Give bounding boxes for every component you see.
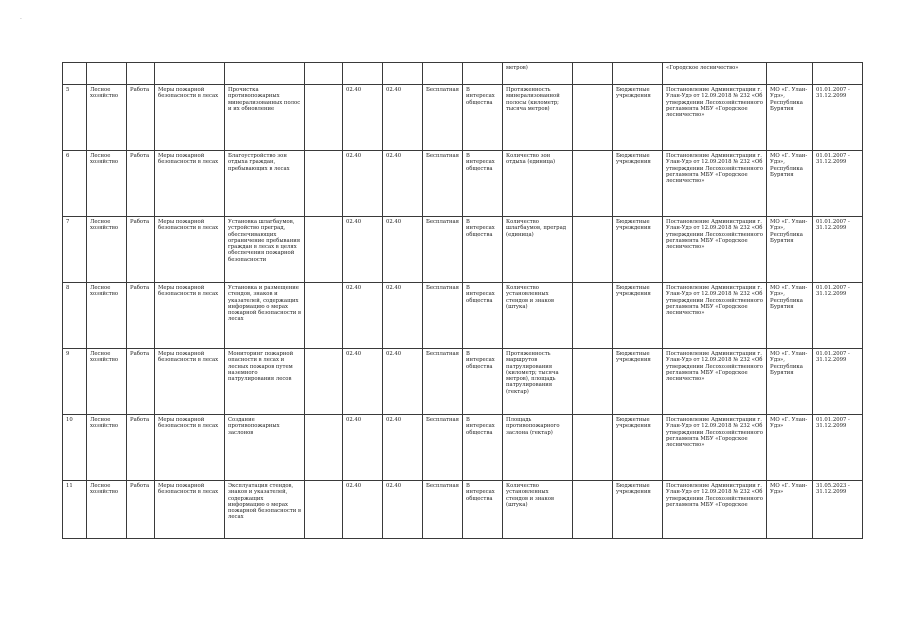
cell-basis: Постановление Администрации г. Улан-Удэ от 12.09.2018 № 232 «Об утверждении Лесохозяйственного регламента МБУ «Городское лесничество» [663, 349, 767, 415]
cell-institution: Бюджетные учреждения [613, 415, 663, 481]
cell-col12 [573, 349, 613, 415]
cell-period: 01.01.2007 - 31.12.2099 [813, 283, 863, 349]
cell-empty [767, 63, 813, 85]
cell-content: Установка шлагбаумов, устройство преград, обеспечивающих ограничение пребывания граждан в лесах в целях обеспечения пожарной безопасности [225, 217, 305, 283]
cell-code2: 02.40 [383, 217, 423, 283]
cell-sector: Лесное хозяйство [87, 349, 127, 415]
table-row [63, 415, 863, 481]
cell-num: 8 [63, 283, 87, 349]
cell-institution: Бюджетные учреждения [613, 217, 663, 283]
cell-indicator: Протяженность маршрутов патрулирования (километр; тысяча метров), площадь патрулирования (гектар) [503, 349, 573, 415]
cell-sector: Лесное хозяйство [87, 481, 127, 539]
cell-period: 31.05.2023 - 31.12.2099 [813, 481, 863, 539]
cell-pay: Бесплатная [423, 283, 463, 349]
cell-pay: Бесплатная [423, 349, 463, 415]
table-row [63, 481, 863, 539]
cell-col6 [305, 415, 343, 481]
cell-empty [813, 63, 863, 85]
cell-indicator: Количество установленных стендов и знаков (штука) [503, 481, 573, 539]
cell-code1: 02.40 [343, 283, 383, 349]
cell-num: 11 [63, 481, 87, 539]
cell-empty [463, 63, 503, 85]
cell-content: Эксплуатация стендов, знаков и указателей, содержащих информацию о мерах пожарной безопасности в лесах [225, 481, 305, 539]
cell-col6 [305, 85, 343, 151]
cell-code1: 02.40 [343, 85, 383, 151]
table-row [63, 151, 863, 217]
cell-content: Прочистка противопожарных минерализованных полос и их обновление [225, 85, 305, 151]
cell-territory: МО «Г. Улан-Удэ» [767, 481, 813, 539]
cell-content: Установка и размещение стендов, знаков и указателей, содержащих информацию о мерах пожарной безопасности в лесах [225, 283, 305, 349]
cell-indicator: Количество зон отдыха (единица) [503, 151, 573, 217]
table-row [63, 217, 863, 283]
cell-col6 [305, 151, 343, 217]
cell-type: Работа [127, 85, 155, 151]
cell-basis-continued: «Городское лесничество» [663, 63, 767, 85]
cell-code1: 02.40 [343, 349, 383, 415]
cell-sector: Лесное хозяйство [87, 217, 127, 283]
cell-code2: 02.40 [383, 481, 423, 539]
cell-sector: Лесное хозяйство [87, 85, 127, 151]
cell-code1: 02.40 [343, 481, 383, 539]
cell-consumers: В интересах общества [463, 481, 503, 539]
cell-territory: МО «Г. Улан-Удэ» [767, 415, 813, 481]
cell-indicator: Количество шлагбаумов, преград (единица) [503, 217, 573, 283]
cell-empty [225, 63, 305, 85]
cell-institution: Бюджетные учреждения [613, 481, 663, 539]
cell-code1: 02.40 [343, 415, 383, 481]
cell-empty [613, 63, 663, 85]
cell-consumers: В интересах общества [463, 283, 503, 349]
cell-territory: МО «Г. Улан-Удэ», Республика Бурятия [767, 283, 813, 349]
cell-activity: Меры пожарной безопасности в лесах [155, 481, 225, 539]
cell-territory: МО «Г. Улан-Удэ», Республика Бурятия [767, 349, 813, 415]
cell-institution: Бюджетные учреждения [613, 85, 663, 151]
cell-basis: Постановление Администрации г. Улан-Удэ от 12.09.2018 № 232 «Об утверждении Лесохозяйственного регламента МБУ «Городское лесничество» [663, 217, 767, 283]
cell-pay: Бесплатная [423, 415, 463, 481]
cell-col12 [573, 481, 613, 539]
cell-consumers: В интересах общества [463, 85, 503, 151]
cell-empty [305, 63, 343, 85]
cell-activity: Меры пожарной безопасности в лесах [155, 151, 225, 217]
cell-content: Создание противопожарных заслонов [225, 415, 305, 481]
cell-period: 01.01.2007 - 31.12.2099 [813, 217, 863, 283]
cell-activity: Меры пожарной безопасности в лесах [155, 283, 225, 349]
table-row [63, 283, 863, 349]
cell-activity: Меры пожарной безопасности в лесах [155, 415, 225, 481]
cell-code2: 02.40 [383, 283, 423, 349]
cell-col12 [573, 415, 613, 481]
cell-consumers: В интересах общества [463, 217, 503, 283]
cell-activity: Меры пожарной безопасности в лесах [155, 85, 225, 151]
cell-code2: 02.40 [383, 151, 423, 217]
cell-activity: Меры пожарной безопасности в лесах [155, 349, 225, 415]
cell-col6 [305, 349, 343, 415]
cell-empty [383, 63, 423, 85]
cell-num: 5 [63, 85, 87, 151]
page-mark: · [20, 16, 22, 23]
cell-empty [155, 63, 225, 85]
cell-empty [573, 63, 613, 85]
table-row-continuation [63, 63, 863, 85]
cell-consumers: В интересах общества [463, 349, 503, 415]
services-table [62, 62, 863, 539]
cell-indicator: Количество установленных стендов и знаков (штука) [503, 283, 573, 349]
cell-col6 [305, 217, 343, 283]
cell-col6 [305, 481, 343, 539]
cell-consumers: В интересах общества [463, 415, 503, 481]
cell-pay: Бесплатная [423, 481, 463, 539]
cell-period: 01.01.2007 - 31.12.2099 [813, 151, 863, 217]
cell-indicator-continued: метров) [503, 63, 573, 85]
cell-institution: Бюджетные учреждения [613, 151, 663, 217]
cell-basis: Постановление Администрации г. Улан-Удэ от 12.09.2018 № 232 «Об утверждении Лесохозяйственного регламента МБУ «Городское лесничество» [663, 415, 767, 481]
cell-consumers: В интересах общества [463, 151, 503, 217]
cell-indicator: Протяженность минерализованной полосы (километр; тысяча метров) [503, 85, 573, 151]
cell-type: Работа [127, 283, 155, 349]
cell-territory: МО «Г. Улан-Удэ», Республика Бурятия [767, 217, 813, 283]
cell-type: Работа [127, 481, 155, 539]
table-row [63, 349, 863, 415]
cell-basis: Постановление Администрации г. Улан-Удэ от 12.09.2018 № 232 «Об утверждении Лесохозяйственного регламента МБУ «Городское лесничество» [663, 283, 767, 349]
cell-num: 6 [63, 151, 87, 217]
cell-type: Работа [127, 415, 155, 481]
cell-empty [127, 63, 155, 85]
cell-empty [87, 63, 127, 85]
cell-institution: Бюджетные учреждения [613, 349, 663, 415]
cell-code1: 02.40 [343, 217, 383, 283]
cell-basis: Постановление Администрации г. Улан-Удэ от 12.09.2018 № 232 «Об утверждении Лесохозяйственного регламента МБУ «Городское лесничество» [663, 151, 767, 217]
cell-sector: Лесное хозяйство [87, 415, 127, 481]
cell-num: 10 [63, 415, 87, 481]
cell-col12 [573, 151, 613, 217]
cell-period: 01.01.2007 - 31.12.2099 [813, 415, 863, 481]
cell-pay: Бесплатная [423, 217, 463, 283]
cell-type: Работа [127, 151, 155, 217]
cell-pay: Бесплатная [423, 151, 463, 217]
cell-code2: 02.40 [383, 349, 423, 415]
cell-territory: МО «Г. Улан-Удэ», Республика Бурятия [767, 151, 813, 217]
cell-indicator: Площадь противопожарного заслона (гектар) [503, 415, 573, 481]
cell-period: 01.01.2007 - 31.12.2099 [813, 349, 863, 415]
cell-territory: МО «Г. Улан-Удэ», Республика Бурятия [767, 85, 813, 151]
cell-code1: 02.40 [343, 151, 383, 217]
cell-type: Работа [127, 349, 155, 415]
cell-col12 [573, 85, 613, 151]
cell-basis: Постановление Администрации г. Улан-Удэ от 12.09.2018 № 232 «Об утверждении Лесохозяйственного регламента МБУ «Городское лесничество» [663, 85, 767, 151]
cell-content: Благоустройство зон отдыха граждан, пребывающих в лесах [225, 151, 305, 217]
cell-activity: Меры пожарной безопасности в лесах [155, 217, 225, 283]
cell-sector: Лесное хозяйство [87, 283, 127, 349]
cell-basis: Постановление Администрации г. Улан-Удэ от 12.09.2018 № 232 «Об утверждении Лесохозяйственного регламента МБУ «Городское [663, 481, 767, 539]
cell-institution: Бюджетные учреждения [613, 283, 663, 349]
cell-code2: 02.40 [383, 85, 423, 151]
cell-col12 [573, 283, 613, 349]
cell-period: 01.01.2007 - 31.12.2099 [813, 85, 863, 151]
cell-empty [343, 63, 383, 85]
cell-num: 7 [63, 217, 87, 283]
cell-num: 9 [63, 349, 87, 415]
cell-empty [423, 63, 463, 85]
cell-col12 [573, 217, 613, 283]
cell-sector: Лесное хозяйство [87, 151, 127, 217]
cell-pay: Бесплатная [423, 85, 463, 151]
cell-code2: 02.40 [383, 415, 423, 481]
cell-content: Мониторинг пожарной опасности в лесах и лесных пожаров путем наземного патрулирования лесов [225, 349, 305, 415]
cell-col6 [305, 283, 343, 349]
table-row [63, 85, 863, 151]
cell-empty [63, 63, 87, 85]
cell-type: Работа [127, 217, 155, 283]
